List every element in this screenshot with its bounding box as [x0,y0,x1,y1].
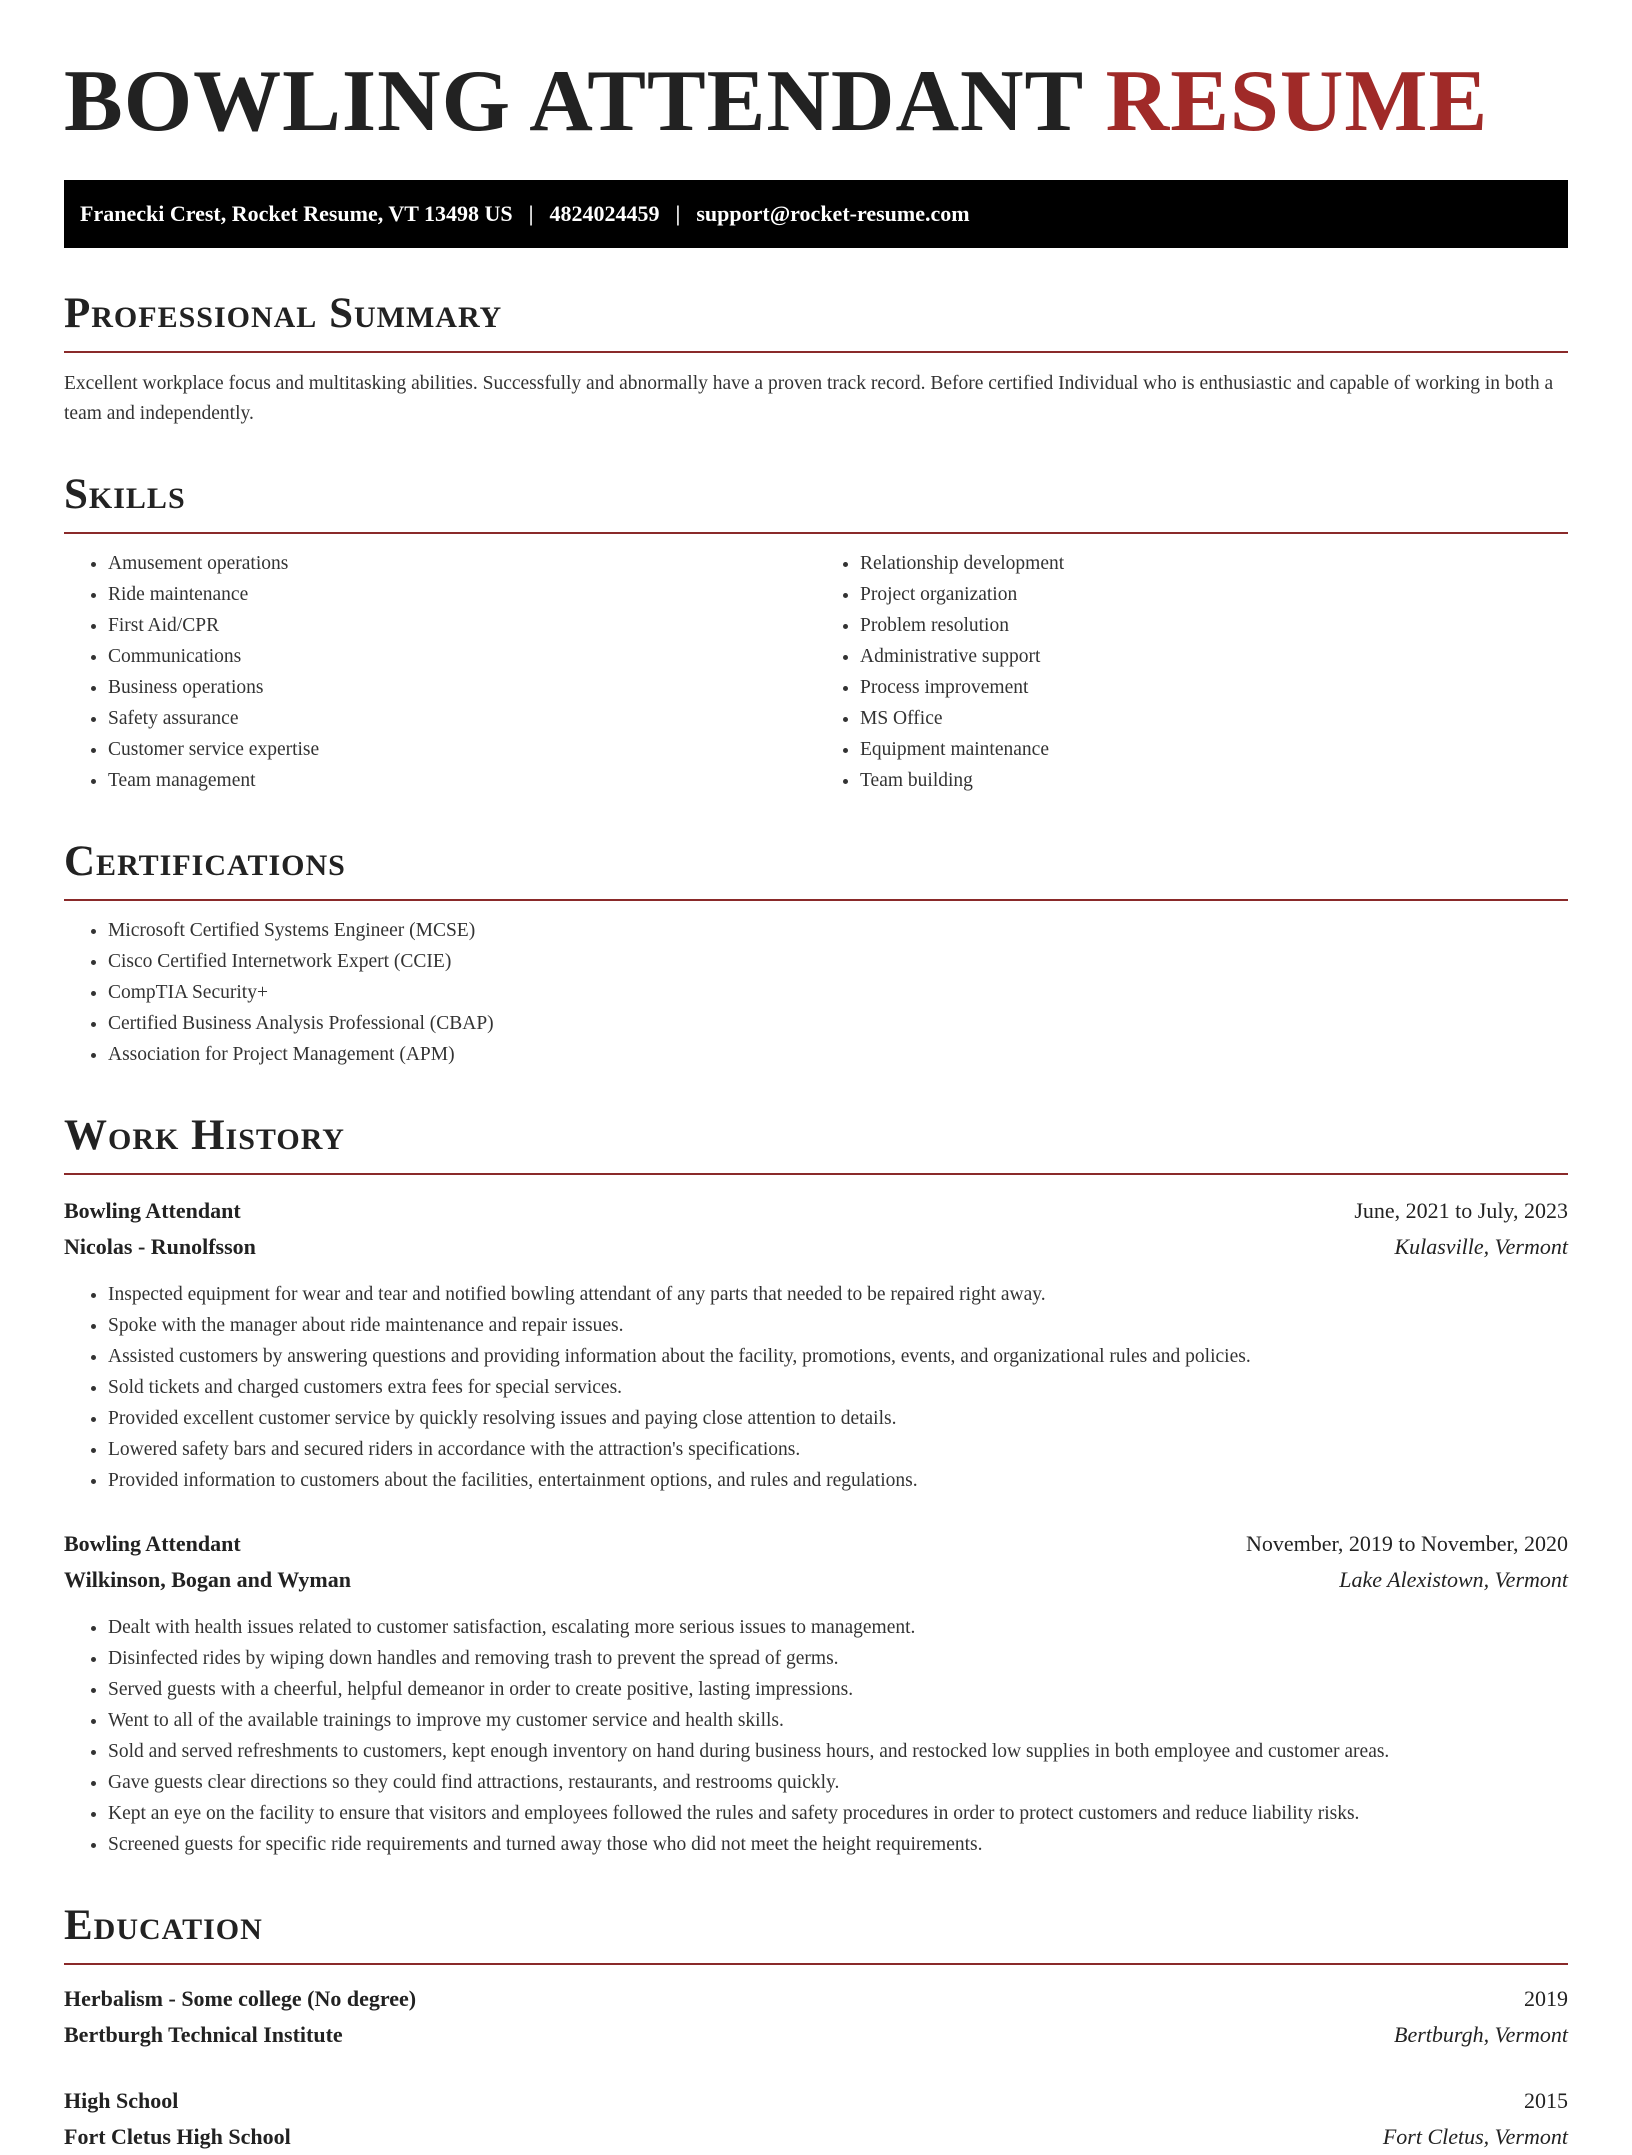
job-header-row [64,1193,1568,1229]
summary-text: Excellent workplace focus and multitasking abilities. Successfully and abnormally have a proven track record. Before certified Individual who is enthusiastic and capable of working in both a team and independently. [64,373,1554,424]
certifications-section [64,840,1568,1070]
list-item: • Business operations [108,672,816,703]
skills-section [64,473,1568,796]
job-location: Kulasville, Vermont [1394,1234,1568,1259]
title-main: BOWLING ATTENDANT [64,53,1083,150]
list-item: • Microsoft Certified Systems Engineer (MCSE) [108,915,1568,946]
list-item: • Relationship development [860,548,1568,579]
job-location: Lake Alexistown, Vermont [1339,1567,1568,1592]
summary-section [64,292,1568,429]
contact-separator: | [675,201,681,226]
job-company: Wilkinson, Bogan and Wyman [64,1567,351,1592]
section-title: Work History [64,1114,1568,1175]
list-item: • Kept an eye on the facility to ensure that visitors and employees followed the rules and safety procedures in order to protect customers and reduce liability risks. [108,1798,1568,1829]
job-dates: November, 2019 to November, 2020 [1245,1531,1568,1556]
list-item: • Provided information to customers about the facilities, entertainment options, and rules and regulations. [108,1465,1568,1496]
list-item: • Customer service expertise [108,734,816,765]
education-section [64,1904,1568,2155]
list-item: • Sold and served refreshments to customers, kept enough inventory on hand during business hours, and restocked low supplies in both employee and customer areas. [108,1736,1568,1767]
job-company-row [64,1562,1568,1598]
list-item: • Administrative support [860,641,1568,672]
job-entry [64,1193,1568,1496]
job-company: Nicolas - Runolfsson [64,1234,256,1259]
edu-location: Fort Cletus, Vermont [1382,2124,1568,2149]
education-entry [64,2083,1568,2155]
job-entry [64,1526,1568,1860]
list-item: • Disinfected rides by wiping down handles and removing trash to prevent the spread of germs. [108,1643,1568,1674]
edu-school-row [64,2017,1568,2053]
job-company-row [64,1229,1568,1265]
edu-year: 2015 [1524,2088,1568,2113]
list-item: • Certified Business Analysis Professional (CBAP) [108,1008,1568,1039]
edu-year: 2019 [1524,1986,1568,2011]
section-title: Skills [64,473,1568,534]
list-item: • Cisco Certified Internetwork Expert (CCIE) [108,946,1568,977]
list-item: • Safety assurance [108,703,816,734]
skills-list-left [64,548,816,796]
list-item: • Inspected equipment for wear and tear and notified bowling attendant of any parts that needed to be repaired right away. [108,1279,1568,1310]
edu-degree: High School [64,2088,179,2113]
list-item: • Spoke with the manager about ride maintenance and repair issues. [108,1310,1568,1341]
certifications-list [64,915,1568,1070]
edu-degree-row [64,2083,1568,2119]
list-item: • Amusement operations [108,548,816,579]
list-item: • Went to all of the available trainings to improve my customer service and health skills. [108,1705,1568,1736]
skills-grid [64,548,1568,796]
list-item: • Assisted customers by answering questions and providing information about the facility, promotions, events, and organizational rules and policies. [108,1341,1568,1372]
list-item: • Association for Project Management (APM) [108,1039,1568,1070]
list-item: • Equipment maintenance [860,734,1568,765]
list-item: • Project organization [860,579,1568,610]
list-item: • Gave guests clear directions so they could find attractions, restaurants, and restrooms quickly. [108,1767,1568,1798]
job-header-row [64,1526,1568,1562]
job-role: Bowling Attendant [64,1531,241,1556]
section-title: Education [64,1904,1568,1965]
list-item: • Communications [108,641,816,672]
list-item: • Provided excellent customer service by quickly resolving issues and paying close attention to details. [108,1403,1568,1434]
edu-degree: Herbalism - Some college (No degree) [64,1986,417,2011]
edu-degree-row [64,1981,1568,2017]
list-item: • Dealt with health issues related to customer satisfaction, escalating more serious issues to management. [108,1612,1568,1643]
job-bullets [64,1279,1568,1496]
education-entry [64,1981,1568,2053]
contact-phone: 4824024459 [549,201,660,226]
title-accent: RESUME [1105,53,1489,150]
section-title: Certifications [64,840,1568,901]
section-title: Professional Summary [64,292,1568,353]
list-item: • Sold tickets and charged customers extra fees for special services. [108,1372,1568,1403]
job-dates: June, 2021 to July, 2023 [1354,1198,1568,1223]
contact-address: Franecki Crest, Rocket Resume, VT 13498 US [80,201,513,226]
list-item: • Team management [108,765,816,796]
edu-location: Bertburgh, Vermont [1394,2022,1568,2047]
list-item: • First Aid/CPR [108,610,816,641]
work-history-section [64,1114,1568,1860]
list-item: • CompTIA Security+ [108,977,1568,1008]
resume-title [64,53,1568,150]
contact-separator: | [528,201,534,226]
edu-school-row [64,2119,1568,2155]
list-item: • Process improvement [860,672,1568,703]
edu-school: Fort Cletus High School [64,2124,291,2149]
list-item: • Screened guests for specific ride requirements and turned away those who did not meet the height requirements. [108,1829,1568,1860]
list-item: • Problem resolution [860,610,1568,641]
list-item: • Lowered safety bars and secured riders in accordance with the attraction's specifications. [108,1434,1568,1465]
skills-list-right [816,548,1568,796]
job-role: Bowling Attendant [64,1198,241,1223]
edu-school: Bertburgh Technical Institute [64,2022,343,2047]
list-item: • Team building [860,765,1568,796]
contact-email: support@rocket-resume.com [696,201,970,226]
contact-bar [64,180,1568,248]
job-bullets [64,1612,1568,1860]
list-item: • Served guests with a cheerful, helpful demeanor in order to create positive, lasting impressions. [108,1674,1568,1705]
list-item: • Ride maintenance [108,579,816,610]
list-item: • MS Office [860,703,1568,734]
